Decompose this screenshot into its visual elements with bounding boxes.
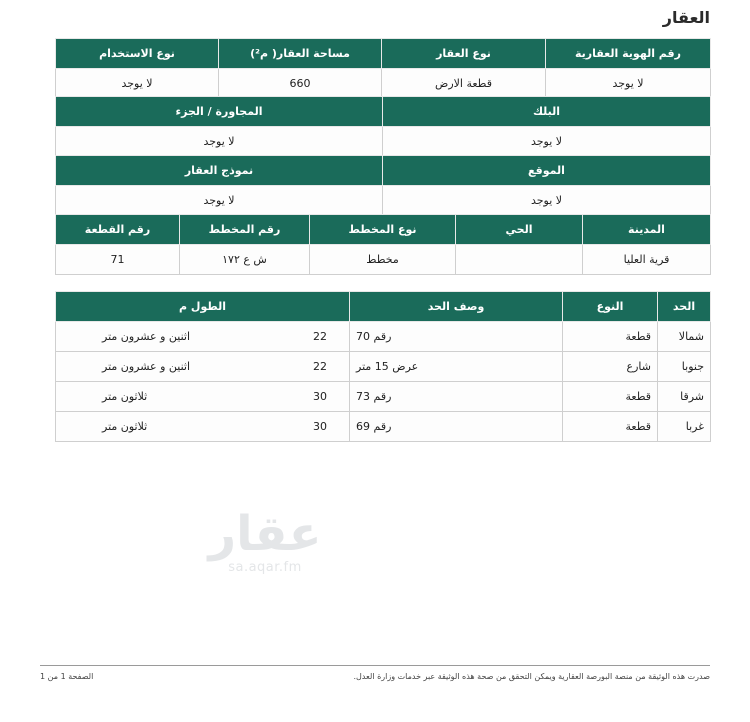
boundary-length-text: ثلاثون متر: [102, 420, 148, 433]
block-value: لا يوجد: [383, 127, 711, 157]
boundary-length-cell: [56, 322, 350, 352]
table-row: [56, 322, 711, 352]
plan-info-table: [55, 214, 711, 275]
property-model-value: لا يوجد: [56, 186, 383, 216]
usage-type-value: لا يوجد: [56, 69, 219, 99]
boundary-description: رقم 69: [350, 412, 563, 442]
plan-info-header-row: [56, 215, 711, 245]
boundary-side: شمالا: [658, 322, 711, 352]
plot-number-value: 71: [56, 245, 180, 275]
city-header: المدينة: [583, 215, 711, 245]
page-number: الصفحة 1 من 1: [40, 672, 94, 681]
property-model-header: نموذج العقار: [56, 156, 383, 186]
boundary-type-header: النوع: [563, 292, 658, 322]
property-area-header: مساحة العقار( م²): [219, 39, 382, 69]
boundary-side: شرقا: [658, 382, 711, 412]
usage-type-header: نوع الاستخدام: [56, 39, 219, 69]
city-value: قرية العليا: [583, 245, 711, 275]
boundary-description: رقم 70: [350, 322, 563, 352]
boundary-type: قطعة: [563, 322, 658, 352]
adjacency-header: المجاورة / الجزء: [56, 97, 383, 127]
boundary-length-text: اثنين و عشرون متر: [102, 360, 191, 373]
boundary-description-header: وصف الحد: [350, 292, 563, 322]
table-row: [56, 352, 711, 382]
boundary-side: جنوبا: [658, 352, 711, 382]
boundary-description: عرض 15 متر: [350, 352, 563, 382]
adjacency-value: لا يوجد: [56, 127, 383, 157]
property-id-value: لا يوجد: [546, 69, 711, 99]
boundary-length-cell: [56, 352, 350, 382]
boundary-length-number: 22: [313, 360, 327, 373]
boundary-description: رقم 73: [350, 382, 563, 412]
boundary-length-header: الطول م: [56, 292, 350, 322]
plan-info-value-row: [56, 245, 711, 275]
boundary-type: قطعة: [563, 382, 658, 412]
property-id-header: رقم الهوية العقارية: [546, 39, 711, 69]
plan-number-value: ش ع ١٧٢: [180, 245, 310, 275]
plan-type-value: مخطط: [310, 245, 456, 275]
block-adjacency-header-row: [56, 97, 711, 127]
boundaries-table: [55, 291, 711, 442]
location-header: الموقع: [383, 156, 711, 186]
location-value: لا يوجد: [383, 186, 711, 216]
district-header: الحي: [456, 215, 583, 245]
watermark-url: sa.aqar.fm: [228, 560, 302, 575]
district-value: [456, 245, 583, 275]
table-row: [56, 412, 711, 442]
boundary-side-header: الحد: [658, 292, 711, 322]
footer-disclaimer: صدرت هذه الوثيقة من منصة البورصة العقارية ويمكن التحقق من صحة هذه الوثيقة عبر خدمات وزارة العدل.: [353, 672, 710, 681]
boundaries-header-row: [56, 292, 711, 322]
boundary-type: قطعة: [563, 412, 658, 442]
boundary-length-number: 30: [313, 420, 327, 433]
property-type-header: نوع العقار: [382, 39, 546, 69]
footer-divider: [40, 665, 710, 666]
boundary-length-cell: [56, 412, 350, 442]
property-info-table: [55, 38, 711, 99]
property-info-header-row: [56, 39, 711, 69]
boundary-length-text: اثنين و عشرون متر: [102, 330, 191, 343]
property-area-value: 660: [219, 69, 382, 99]
plan-type-header: نوع المخطط: [310, 215, 456, 245]
boundary-length-cell: [56, 382, 350, 412]
block-header: البلك: [383, 97, 711, 127]
boundary-length-text: ثلاثون متر: [102, 390, 148, 403]
table-row: [56, 382, 711, 412]
plot-number-header: رقم القطعة: [56, 215, 180, 245]
location-model-value-row: [56, 186, 711, 216]
plan-number-header: رقم المخطط: [180, 215, 310, 245]
aqar-watermark: [205, 508, 325, 575]
boundary-length-number: 22: [313, 330, 327, 343]
property-info-value-row: [56, 69, 711, 99]
watermark-logo: عقار: [208, 506, 322, 562]
block-adjacency-table: [55, 96, 711, 157]
location-model-header-row: [56, 156, 711, 186]
location-model-table: [55, 155, 711, 216]
boundary-side: غربا: [658, 412, 711, 442]
boundary-length-number: 30: [313, 390, 327, 403]
boundary-type: شارع: [563, 352, 658, 382]
property-type-value: قطعة الارض: [382, 69, 546, 99]
block-adjacency-value-row: [56, 127, 711, 157]
page-title: العقار: [662, 8, 710, 27]
